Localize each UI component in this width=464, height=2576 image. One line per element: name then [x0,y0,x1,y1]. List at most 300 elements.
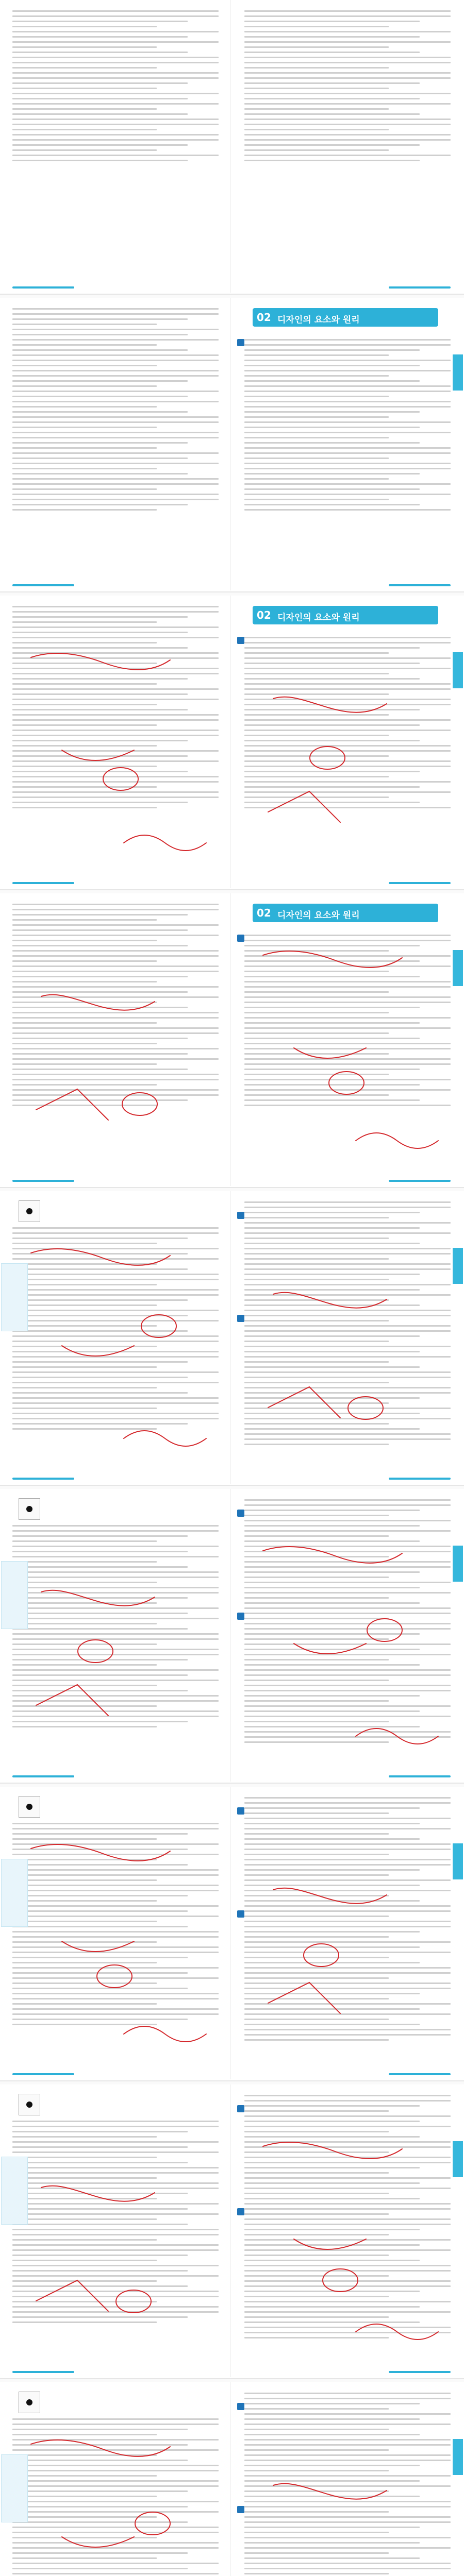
text-line [244,2408,389,2410]
text-line [12,1315,188,1316]
chapter-side-tab[interactable] [453,2439,463,2475]
text-line [12,2213,219,2215]
text-line [244,1289,420,1291]
page-footer [12,2073,74,2075]
exercise-figure [19,2094,40,2115]
text-line [244,1017,451,1019]
text-line [244,129,389,130]
text-line [12,1910,188,1912]
text-line [244,2542,420,2544]
handwriting-stroke [356,1133,438,1148]
text-line [12,365,157,366]
figure-dot [26,1804,32,1810]
explanation-text [244,1201,451,1449]
figure-dot [26,2399,32,2405]
text-line [244,2444,451,2446]
text-line [12,509,157,511]
text-line [244,15,451,17]
text-line [244,1530,451,1532]
text-line [12,1392,188,1394]
text-line [244,724,420,726]
text-line [244,1525,420,1527]
text-line [244,730,451,731]
text-line [12,1263,157,1265]
text-line [244,2547,451,2549]
text-line [244,2460,451,2461]
text-line [244,1577,389,1578]
text-line [244,2424,451,2425]
section-marker [237,637,244,644]
text-line [12,2234,219,2235]
text-line [244,642,451,643]
text-line [12,1053,188,1055]
text-line [244,1217,389,1218]
text-line [12,1633,219,1635]
text-line [12,452,219,454]
text-line [12,2136,157,2138]
text-line [244,1074,389,1075]
text-line [12,1885,219,1886]
text-line [244,82,420,84]
text-line [12,504,188,505]
text-line [244,1330,451,1332]
text-line [12,2424,219,2425]
text-line [12,391,219,392]
chapter-side-tab[interactable] [453,354,463,391]
text-line [12,2003,157,2005]
text-line [12,1597,188,1599]
text-line [244,1402,389,1404]
text-line [244,2013,451,2015]
text-line [244,965,451,967]
text-line [12,2557,157,2559]
text-line [244,1838,420,1840]
text-line [244,1854,389,1855]
text-line [244,1936,389,1938]
text-line [244,1094,389,1096]
exercise-text [12,1823,219,2029]
text-line [244,375,389,377]
left-page [0,1787,231,2079]
text-line [244,1582,451,1583]
text-line [12,2537,157,2538]
text-line [12,324,157,325]
text-line [12,1408,157,1409]
text-line [244,2224,451,2225]
text-line [12,2141,219,2143]
text-line [12,2506,188,2507]
text-line [12,724,157,726]
text-line [244,2557,420,2559]
text-line [244,57,451,58]
exercise-text [12,2418,219,2576]
text-line [12,432,219,433]
page-footer [12,882,74,884]
chapter-side-tab[interactable] [453,652,463,688]
text-line [244,802,420,803]
text-line [244,1736,451,1738]
text-line [244,1972,451,1974]
text-line [12,2151,219,2153]
text-line [244,416,389,418]
text-line [12,134,219,135]
text-line [244,52,420,53]
text-line [12,2449,219,2451]
text-line [244,1828,451,1829]
text-line [244,1397,420,1399]
text-line [244,2398,451,2399]
text-line [244,1571,420,1573]
text-line [12,1551,188,1552]
text-line [244,2511,389,2513]
text-line [244,349,420,351]
section-marker [237,1315,244,1322]
text-line [12,2470,219,2471]
text-line [244,1099,420,1101]
text-line [12,1299,188,1301]
text-line [12,1952,219,1953]
text-line [12,108,157,110]
text-line [12,31,219,32]
text-line [244,1002,451,1003]
text-line [12,2208,188,2210]
text-line [12,1962,157,1963]
chapter-title: 디자인의 요소와 원리 [277,315,360,325]
text-line [244,2454,451,2456]
text-line [12,704,157,705]
text-line [12,750,219,752]
text-line [12,771,188,772]
text-line [244,2275,389,2277]
text-line [244,1818,451,1819]
text-line [244,1201,451,1203]
text-line [244,385,451,387]
text-line [12,1397,219,1399]
text-line [12,781,219,783]
text-line [244,1063,451,1065]
text-line [244,2291,420,2292]
text-line [12,760,219,762]
text-line [12,1556,219,1557]
text-line [12,807,157,808]
right-page [232,2382,463,2576]
text-line [12,1895,188,1896]
text-line [244,2255,389,2256]
text-line [244,1998,389,1999]
text-line [12,457,188,459]
text-line [12,2321,157,2323]
text-line [244,1413,420,1414]
text-line [12,730,219,731]
text-line [244,2008,420,2010]
text-line [12,2301,157,2302]
text-line [244,786,420,788]
chapter-title-banner [253,308,438,327]
text-line [244,1520,451,1521]
exercise-figure [19,1796,40,1818]
text-line [244,1680,389,1681]
text-line [244,2563,451,2564]
text-line [244,1540,420,1542]
answer-text [12,606,219,812]
text-line [12,2490,188,2492]
text-line [244,2265,451,2266]
text-line [12,802,188,803]
text-line [12,1566,188,1568]
text-line [244,688,451,690]
text-line [12,1716,219,1717]
text-line [12,2198,157,2199]
left-page [0,0,231,293]
text-line [12,427,157,428]
text-line [244,1843,451,1845]
text-line [12,2485,219,2487]
text-line [12,1998,219,1999]
text-line [12,1084,157,1086]
text-line [12,2316,188,2318]
text-line [244,2475,451,2477]
text-line [244,1623,451,1624]
text-line [244,807,451,808]
text-line [244,1874,389,1876]
section-marker [237,935,244,942]
text-line [244,1607,451,1609]
text-line [12,124,219,125]
text-line [12,129,157,130]
text-line [244,134,451,135]
text-line [244,1258,389,1260]
text-line [244,2146,451,2148]
text-line [244,468,451,469]
text-line [244,2516,451,2518]
text-line [244,1325,451,1327]
text-line [244,339,451,341]
text-line [244,1731,451,1733]
text-line [244,1833,389,1835]
text-line [244,88,389,89]
text-line [12,375,219,377]
text-line [244,714,389,716]
text-line [244,1721,389,1722]
text-line [12,1854,219,1855]
spread [0,2382,464,2576]
chapter-side-tab[interactable] [453,950,463,986]
right-page [232,1191,463,1484]
text-line [244,509,451,511]
text-line [12,160,188,161]
text-line [244,1392,451,1394]
text-line [244,1089,451,1091]
text-line [244,735,389,736]
text-line [12,971,219,972]
text-line [244,2434,420,2435]
chapter-title-banner [253,904,438,922]
text-line [244,365,420,366]
text-line [12,308,219,310]
text-line [12,380,188,382]
page-footer [12,286,74,289]
text-line [244,2115,451,2117]
text-line [12,41,219,43]
text-line [244,2157,451,2158]
text-line [12,2013,219,2015]
text-line [244,1038,420,1039]
text-line [12,1540,157,1542]
text-line [244,1710,420,1712]
text-line [244,1371,451,1373]
chapter-side-tab[interactable] [453,1546,463,1582]
text-line [244,1566,451,1568]
text-line [12,1823,219,1824]
text-line [12,1304,157,1306]
text-line [12,478,219,480]
text-line [12,965,219,967]
section-marker [237,1212,244,1219]
text-line [244,2449,389,2451]
text-line [12,1294,219,1296]
text-line [12,1695,219,1697]
exercise-text [12,2121,219,2327]
text-line [12,2568,188,2569]
question-text [12,10,219,165]
explanation-text [244,1797,451,2044]
text-line [244,1592,451,1594]
chapter-side-tab[interactable] [453,2141,463,2177]
question-text [244,10,451,165]
text-line [244,1315,451,1316]
text-line [12,1418,219,1419]
text-line [244,10,451,12]
text-line [244,1377,451,1378]
text-line [12,2249,219,2251]
text-line [244,118,451,120]
text-line [12,1105,157,1106]
text-line [244,1408,451,1409]
text-line [12,1330,188,1332]
text-line [12,98,188,99]
text-line [244,2162,451,2163]
left-page [0,1489,231,1782]
text-line [244,2260,420,2261]
text-line [244,1310,451,1311]
text-line [12,2182,219,2184]
text-line [12,149,157,151]
side-panel [1,2454,28,2522]
text-line [12,1628,188,1630]
text-line [244,1007,420,1008]
text-line [12,919,157,921]
text-line [244,1243,420,1244]
chapter-body-text [244,637,451,812]
text-line [12,955,219,957]
right-page [232,893,463,1186]
text-line [12,2177,157,2179]
text-line [244,360,451,361]
text-line [12,996,219,998]
text-line [12,673,219,674]
text-line [12,15,219,17]
text-line [244,2193,389,2194]
text-line [244,504,420,505]
text-line [244,1921,451,1922]
text-line [244,2234,389,2235]
text-line [244,2177,451,2179]
page-footer [389,1775,451,1777]
text-line [244,2306,420,2308]
side-panel [1,1263,28,1331]
chapter-title: 디자인의 요소와 원리 [277,910,360,921]
text-line [12,2203,219,2205]
chapter-side-tab[interactable] [453,1843,463,1879]
text-line [12,678,188,680]
text-line [12,2475,157,2477]
text-line [244,1812,389,1814]
handwriting-stroke [124,835,206,851]
text-line [12,2454,157,2456]
text-line [12,1669,219,1671]
text-line [12,1843,219,1845]
text-line [12,776,219,777]
left-page [0,2382,231,2576]
text-line [12,2429,188,2430]
text-line [12,1382,219,1383]
text-line [244,401,451,402]
text-line [244,2034,451,2036]
text-line [12,2131,188,2132]
text-line [244,1253,451,1255]
text-line [12,688,219,690]
text-line [244,704,451,705]
text-line [12,2418,219,2420]
text-line [244,2327,451,2328]
text-line [244,760,451,762]
text-line [244,1628,451,1630]
text-line [244,2506,451,2507]
text-line [244,2039,389,2041]
exercise-text [12,1227,219,1433]
text-line [244,2552,389,2554]
chapter-side-tab[interactable] [453,1248,463,1284]
explanation-text [244,1499,451,1747]
text-line [244,1382,389,1383]
text-line [12,401,219,402]
text-line [244,1802,451,1804]
text-line [244,1423,389,1425]
text-line [244,2501,451,2502]
text-line [12,1664,157,1666]
text-line [244,1356,451,1358]
left-page [0,1191,231,1484]
section-marker [237,339,244,346]
text-line [244,421,451,423]
text-line [12,2146,188,2148]
text-line [12,2162,188,2163]
figure-dot [26,1208,32,1214]
text-line [12,1685,157,1686]
figure-dot [26,2102,32,2108]
text-line [244,745,451,747]
text-line [244,2141,451,2143]
text-line [12,1592,219,1594]
page-footer [389,286,451,289]
text-line [12,339,219,341]
text-line [12,2270,188,2272]
text-line [244,668,451,669]
text-line [12,1721,188,1722]
text-line [244,370,451,371]
text-line [12,626,219,628]
text-line [244,2285,451,2287]
